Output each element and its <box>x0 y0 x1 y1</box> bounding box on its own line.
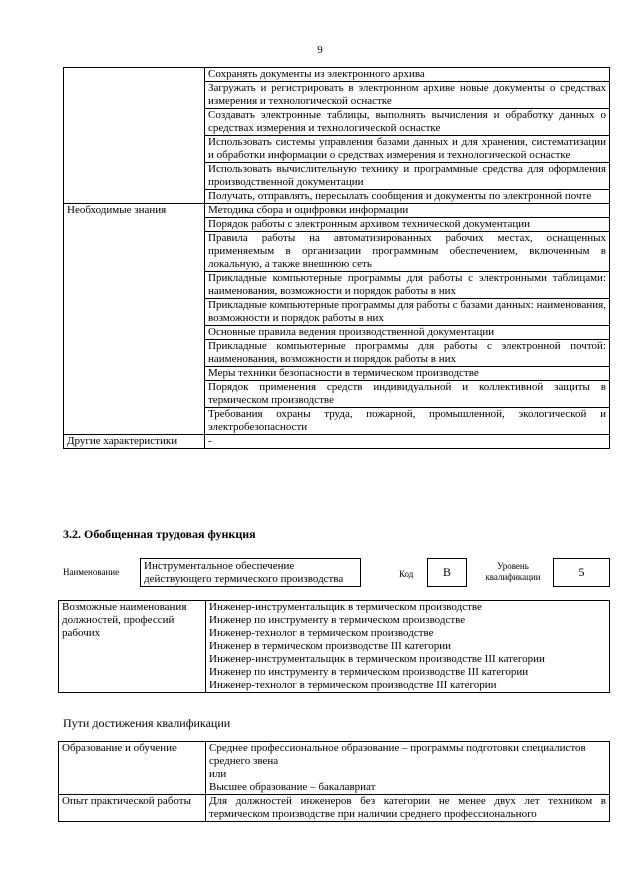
table-cell: Получать, отправлять, пересылать сообщения и документы по электронной почте <box>205 190 610 204</box>
list-item: Инженер-технолог в термическом производстве III категории <box>209 679 497 691</box>
table-row <box>59 742 610 795</box>
table-cell: - <box>205 435 610 449</box>
table-cell: Требования охраны труда, пожарной, промышленной, экологической и электробезопасности <box>205 408 610 435</box>
table-row <box>64 68 610 82</box>
cell-line: Среднее профессиональное образование – программы подготовки специалистов среднего звена <box>209 742 586 767</box>
name-value-box: Инструментальное обеспечение действующего термического производства <box>140 558 361 587</box>
table-cell: Основные правила ведения производственной документации <box>205 326 610 340</box>
row-label: Необходимые знания <box>64 204 205 435</box>
table-cell: Меры техники безопасности в термическом производстве <box>205 367 610 381</box>
table-cell: Методика сбора и оцифровки информации <box>205 204 610 218</box>
table-cell: Порядок применения средств индивидуальной и коллективной защиты в термическом производстве <box>205 381 610 408</box>
table-cell: Использовать системы управления базами данных и для хранения, систематизации и обработки информации о средствах измерения и технологической оснастке <box>205 136 610 163</box>
row-label <box>64 68 205 204</box>
table-row <box>64 435 610 449</box>
row-label: Возможные наименования должностей, профессий рабочих <box>59 601 206 693</box>
name-label: Наименование <box>63 567 120 577</box>
code-value-box: В <box>427 558 467 587</box>
table-row <box>59 795 610 822</box>
table-cell: Правила работы на автоматизированных рабочих местах, оснащенных применяемым в организации программным обеспечением, включенным в локальную, а также внешнюю сеть <box>205 232 610 272</box>
section-title: 3.2. Обобщенная трудовая функция <box>63 527 256 541</box>
positions-list <box>206 601 610 693</box>
list-item: Инженер в термическом производстве III категории <box>209 640 452 652</box>
table-cell: Прикладные компьютерные программы для работы с электронными таблицами: наименования, возможности и порядок работы в них <box>205 272 610 299</box>
list-item: Инженер-технолог в термическом производстве <box>209 627 434 639</box>
positions-table <box>58 600 610 693</box>
paths-title: Пути достижения квалификации <box>63 716 231 730</box>
list-item: Инженер по инструменту в термическом производстве <box>209 614 466 626</box>
table-row <box>59 601 610 693</box>
table-cell <box>206 742 610 795</box>
list-item: Инженер по инструменту в термическом производстве III категории <box>209 666 529 678</box>
skills-knowledge-table <box>63 67 610 449</box>
row-label: Другие характеристики <box>64 435 205 449</box>
level-value-box: 5 <box>553 558 610 587</box>
table-cell: Создавать электронные таблицы, выполнять вычисления и обработку данных о средствах измерения и технологической оснастке <box>205 109 610 136</box>
table-cell: Для должностей инженеров без категории не менее двух лет техником в термическом производстве при наличии среднего профессионального <box>206 795 610 822</box>
table-cell: Прикладные компьютерные программы для работы с электронной почтой: наименования, возможности и порядок работы в них <box>205 340 610 367</box>
table-cell: Порядок работы с электронным архивом технической документации <box>205 218 610 232</box>
table-cell: Прикладные компьютерные программы для работы с базами данных: наименования, возможности и порядок работы в них <box>205 299 610 326</box>
table-cell: Загружать и регистрировать в электронном архиве новые документы о средствах измерения и технологической оснастке <box>205 82 610 109</box>
qualification-paths-table <box>58 741 610 822</box>
level-label: Уровень квалификации <box>485 561 541 582</box>
cell-line: или <box>209 768 227 780</box>
code-label: Код <box>399 569 414 579</box>
cell-line: Высшее образование – бакалавриат <box>209 781 376 793</box>
row-label: Образование и обучение <box>59 742 206 795</box>
row-label: Опыт практической работы <box>59 795 206 822</box>
table-row <box>64 204 610 218</box>
list-item: Инженер-инструментальщик в термическом производстве <box>209 601 482 613</box>
list-item: Инженер-инструментальщик в термическом производстве III категории <box>209 653 545 665</box>
table-cell: Использовать вычислительную технику и программные средства для оформления производственной документации <box>205 163 610 190</box>
page-number: 9 <box>317 44 323 56</box>
table-cell: Сохранять документы из электронного архива <box>205 68 610 82</box>
